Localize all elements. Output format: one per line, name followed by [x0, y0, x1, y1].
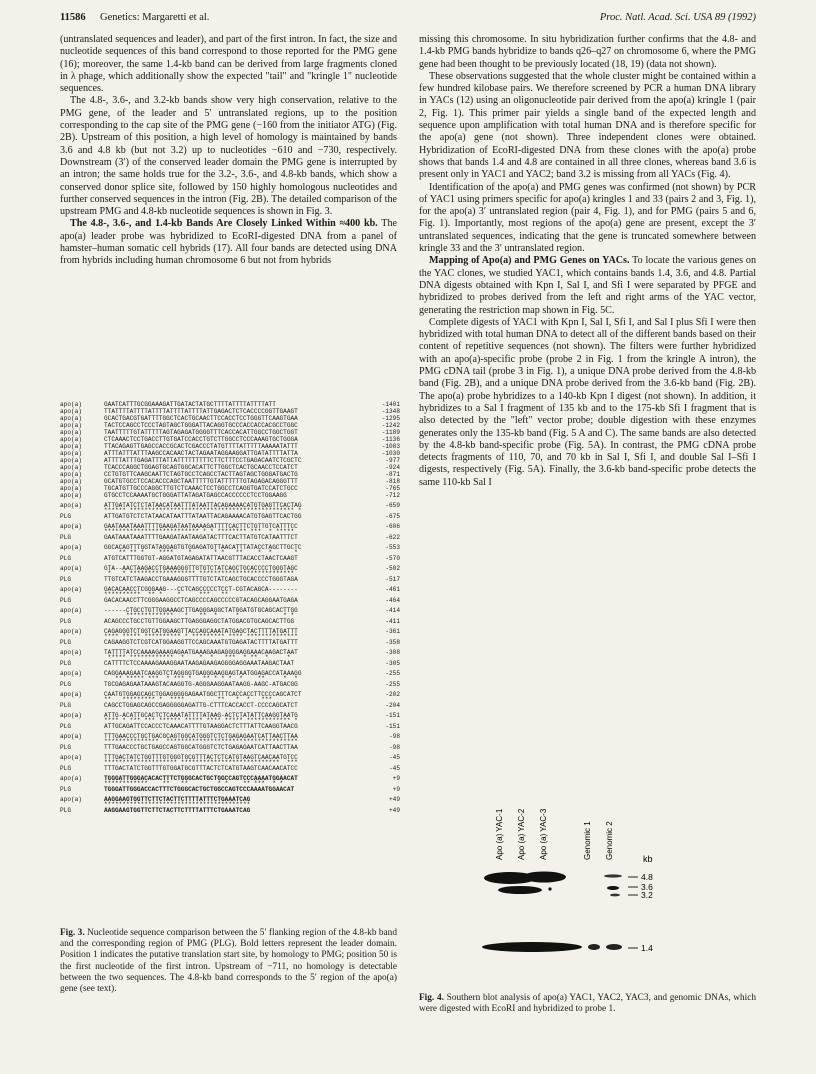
sequence-text: CAGAAGGTCTCGTCATGGAAGGTTCCAGCAAATGTGAGATACTTTTATGATTT [104, 639, 298, 646]
sequence-row [60, 443, 405, 450]
journal-citation: Proc. Natl. Acad. Sci. USA 89 (1992) [599, 12, 756, 23]
band-genomic1-1.4 [588, 944, 600, 950]
sequence-text: GAATCATTTGCGGAAAGATTGATACTATGCTTTTATTTTATTTTATT [104, 401, 276, 408]
paragraph: Identification of the apo(a) and PMG genes was confirmed (not shown) by PCR of YAC1 using primers specific for apo(a) kringles 1 and 33 (pairs 2 and 3, Fig. 1), for the apo(a) 3′ untranslated region (pair 4, Fig. 1), and for PMG (pairs 5 and 6, Fig. 1). Importantly, most regions of the apo(a) gene are present, except the 3′ untranslated sequences, indicating that the gene is truncated somewhere between kringle 33 and the 3′ untranslated region. [419, 181, 756, 255]
sequence-label: apo(a) [60, 649, 82, 656]
paragraph: missing this chromosome. In situ hybridization further confirms that the 4.8- and 1.4-kb PMG bands hybridize to bands q26–q27 on chromosome 6, where the PMG gene had been thought to be previously located (18, 19) (data not shown). [419, 34, 756, 70]
sequence-label: PLG [60, 576, 71, 583]
lane-label: Genomic 1 [583, 821, 592, 860]
sequence-text: GAATAAATAAATTTTGAAGATAATAAAAGATTTTCACTTCTGTTGTCATTTCC [104, 523, 298, 530]
position-number: -98 [389, 733, 400, 740]
sequence-text: TTTGAACCCTGCTGAGCCAGTGGCATGGGTCTCTGAGAGAATCATTAACTTAA [104, 744, 298, 751]
match-stars: ************ ** ** * * ** *** * * [104, 780, 298, 787]
sequence-row [60, 702, 405, 709]
sequence-label: apo(a) [60, 775, 82, 782]
sequence-label: PLG [60, 702, 71, 709]
sequence-label: PLG [60, 744, 71, 751]
sequence-label: apo(a) [60, 607, 82, 614]
sequence-text: ATTTATTTATTTAAGCCACAACTACTAGAATAGGAAGGATTGATATTTTATTA [104, 450, 298, 457]
position-number: -553 [385, 544, 400, 551]
position-number: -1348 [381, 408, 400, 415]
sequence-row [60, 401, 405, 408]
band-yac1-3.6 [498, 886, 542, 894]
sequence-text: TCACCCAGGCTGGAGTGCAGTGGCACATTCTTGGCTCACTGCAACCTCCATCT [104, 464, 298, 471]
section-heading: Mapping of Apo(a) and PMG Genes on YACs. [429, 255, 630, 267]
position-number: -361 [385, 628, 400, 635]
sequence-text: GACACAACCTCGGGAAG---CCTCAGCCCCCTCCT-CGTACAGCA-------- [104, 586, 298, 593]
sequence-label: apo(a) [60, 450, 82, 457]
band-genomic2-3.2 [610, 894, 620, 897]
sequence-label: apo(a) [60, 796, 82, 803]
sequence-text: ACAGCCCTGCCTGTTGGAAGCTTGAGGGAGGCTATGGACGTGCAGCACTTGG [104, 618, 295, 625]
sequence-text: CAGGAAAGAATCAAGGTCTAGGGGTGAGGGAAGGAGTAATGGAGACCATAAAGG [104, 670, 302, 677]
position-number: +49 [389, 807, 400, 814]
position-number: -461 [385, 586, 400, 593]
sequence-label: apo(a) [60, 401, 82, 408]
position-number: +9 [392, 775, 400, 782]
match-stars: ** ********* * **** ** * * *** [104, 696, 302, 703]
sequence-text: ATTG-ACATTGCACTCTCAAATATTTTATAAG-ACTCTATATTCAAGGTAATG [104, 712, 298, 719]
position-number: -1401 [381, 401, 400, 408]
position-number: -308 [385, 649, 400, 656]
sequence-label: apo(a) [60, 492, 82, 499]
sequence-text: TGGGATTGGGACACACTTTCTGGGCACTGCTGGCCAGTCCCAAAATGGAACAT [104, 775, 298, 782]
position-number: -712 [385, 492, 400, 499]
band-yac2-3.6 [548, 887, 551, 890]
position-number: +49 [389, 796, 400, 803]
sequence-text: CAATGTGGAGCAGCTGGAGGGGGAGAATGGCTTTCACCACCTTCCCCAGCATCT [104, 691, 302, 698]
sequence-label: apo(a) [60, 712, 82, 719]
paragraph: The 4.8-, 3.6-, and 3.2-kb bands show very high conservation, relative to the PMG gene, of the leader and 5′ untranslated regions, up to the position corresponding to the cap site of the PMG gene (−160 from the initiator ATG) (Fig. 2B). Upstream of this position, a high level of homology is maintained by bands 3.6 and 4.8 kb (but not 3.2) up to nucleotides −610 and −730, respectively. Downstream (3′) of the conserved leader domain the PMG gene is interrupted by an intron; the same holds true for the 3.2-, 3.6-, and 4.8-kb bands, which show a conserved donor splice site, followed by 150 highly homologous nucleotides and further conserved sequences in the intron (Fig. 2B). The detailed comparison of the upstream PMG and 4.8-kb nucleotide sequences is shown in Fig. 3. [60, 95, 397, 218]
position-number: -151 [385, 712, 400, 719]
sequence-row [60, 555, 405, 562]
match-stars: **************************************** [104, 801, 251, 808]
band-yac2-4.8 [522, 872, 566, 883]
match-stars: *************** ************************************ [104, 738, 298, 745]
position-number: -606 [385, 523, 400, 530]
sequence-row [60, 422, 405, 429]
band-genomic2-4.8 [604, 874, 622, 877]
sequence-label: PLG [60, 681, 71, 688]
match-stars: ********** ** * * *** ** [104, 591, 298, 598]
paragraph: (untranslated sequences and leader), and part of the first intron. In fact, the size and nucleotide sequences of this band correspond to those reported for the PMG gene (16); moreover, the same 1.4-kb band can be derived from large fragments cloned in λ phage, which additionally show the expected "tail" and "kringle 1" nucleotide sequences. [60, 34, 397, 95]
lane-label: Apo (a) YAC-1 [495, 808, 504, 860]
sequence-text: TGGGATTGGGACCACTTTCTGGGCACTGCTGGCCAGTCCCAAAATGGAACAT [104, 786, 295, 793]
sequence-row [60, 534, 405, 541]
section-heading: The 4.8-, 3.6-, and 1.4-kb Bands Are Closely Linked Within ≈400 kb. [70, 218, 378, 230]
position-number: -411 [385, 618, 400, 625]
right-column [419, 34, 756, 489]
sequence-text: AAGGAAGTGGTTCTTCTACTTCTTTTATTTCTGAAATCAG [104, 796, 251, 803]
sequence-row [60, 723, 405, 730]
caption-label: Fig. 4. [419, 993, 444, 1003]
sequence-text: TTATTTTATTTTATTTTATTTTATTTTATTGAGACTCTCACCCCGGTTGAAGT [104, 408, 298, 415]
sequence-label: PLG [60, 555, 71, 562]
match-stars: ******************** *************************** *** [104, 759, 298, 766]
sequence-label: PLG [60, 618, 71, 625]
position-number: -871 [385, 471, 400, 478]
sequence-label: apo(a) [60, 628, 82, 635]
kb-unit-label: kb [643, 854, 653, 864]
sequence-text: GAATAAATAAATTTTGAAGATAATAAGATACTTTCACTTATGTCATAATTTCT [104, 534, 298, 541]
sequence-label: PLG [60, 723, 71, 730]
sequence-text: TTTGACTATCTGGTTTGTGGATGCGTTTACTCTCATGTAAGTCAACAACATCC [104, 765, 298, 772]
sequence-row [60, 408, 405, 415]
sequence-row [60, 457, 405, 464]
sequence-text: GTA--AACTAAGACCTGAAAGGGTTGTGTCTATCAGCTGCACCCCTGGGTAGC [104, 565, 298, 572]
sequence-label: PLG [60, 660, 71, 667]
sequence-text: ------CTGCCTGTTGGAAAGCTTGAGGGAGGCTATGGATGTGCAGCACTTGG [104, 607, 298, 614]
sequence-label: apo(a) [60, 565, 82, 572]
marker-label: 4.8 [641, 872, 653, 882]
sequence-label: apo(a) [60, 457, 82, 464]
sequence-label: PLG [60, 807, 71, 814]
position-number: -358 [385, 639, 400, 646]
sequence-label: apo(a) [60, 443, 82, 450]
position-number: -1189 [381, 429, 400, 436]
position-number: -1295 [381, 415, 400, 422]
paragraph-text: To locate the various genes on the YAC clones, we studied YAC1, which contains bands 1.4, 3.6, and 4.8. Partial DNA digests obtained with Kpn I, Sal I, and Sfi I were separated by PFGE and hybridized to probes derived from the left and right arms of the YAC vector, generating the restriction map shown in Fig. 5C. [419, 255, 756, 316]
position-number: -202 [385, 691, 400, 698]
sequence-label: apo(a) [60, 733, 82, 740]
sequence-text: GGCACAGTTTGGTATAGGAGTGTGGAGATGTTAACATTTATACCTAGCTTGCTC [104, 544, 302, 551]
sequence-label: apo(a) [60, 478, 82, 485]
marker-label: 3.6 [641, 882, 653, 892]
sequence-text: ATTGCAGATTCCACCCTCAAACATTTTGTAAGGACTCTTTATTCAAGGTAACG [104, 723, 298, 730]
match-stars: ************* * ** * * * * [104, 612, 298, 619]
paragraph: These observations suggested that the whole cluster might be contained within a few hundred kilobase pairs. We therefore screened by PCR a human DNA library in YACs (12) using an oligonucleotide pair derived from the apo(a) kringle 1 (pair 2, Fig. 1). This primer pair yields a single band of the expected length and sequence upon amplification with total human DNA and is therefore specific for the apo(a) gene (not shown). Three independent clones were obtained. Hybridization of EcoRI-digested DNA from these clones with the apo(a) probe shows that bands 1.4 and 4.8 are contained in all three clones, whereas band 3.6 is present only in YAC1 and YAC2; band 3.2 is missing from all YACs (Fig. 4). [419, 70, 756, 181]
position-number: -151 [385, 723, 400, 730]
sequence-label: apo(a) [60, 408, 82, 415]
sequence-row [60, 429, 405, 436]
sequence-text: TGCGAGAGAATAAAGTACAAGGTG-AGGGAAGGAATAAGG-AAGC-ATGACGG [104, 681, 298, 688]
sequence-label: apo(a) [60, 464, 82, 471]
sequence-label: apo(a) [60, 436, 82, 443]
page-header [60, 12, 756, 26]
sequence-row [60, 639, 405, 646]
sequence-text: ATTGATGTCTCTATAACATAATTTATAATTACAGAAAACATGTGAGTTCACTGG [104, 513, 302, 520]
position-number: -502 [385, 565, 400, 572]
sequence-row [60, 464, 405, 471]
sequence-text: TTTGAACCCTGCTGACGCAGTGGCATGGGTCTCTGAGAGAATCATTAACTTAA [104, 733, 298, 740]
position-number: -255 [385, 681, 400, 688]
sequence-row [60, 415, 405, 422]
position-number: -517 [385, 576, 400, 583]
caption-text: Southern blot analysis of apo(a) YAC1, YAC2, YAC3, and genomic DNAs, which were digested with EcoRI and hybridized to probe 1. [419, 993, 756, 1015]
position-number: -1136 [381, 436, 400, 443]
sequence-label: PLG [60, 765, 71, 772]
sequence-row [60, 744, 405, 751]
position-number: -570 [385, 555, 400, 562]
marker-label: 3.2 [641, 890, 653, 900]
sequence-label: PLG [60, 786, 71, 793]
sequence-text: TTTGACTATCTGGTTTGTGGGTGCGTTTACTCTCATGTAAGTCAACAATGTCC [104, 754, 298, 761]
sequence-row [60, 681, 405, 688]
position-number: -45 [389, 765, 400, 772]
sequence-label: apo(a) [60, 691, 82, 698]
position-number: -675 [385, 513, 400, 520]
sequence-label: apo(a) [60, 429, 82, 436]
band-yacs-1.4 [482, 942, 582, 952]
match-stars: * * ****************** ************************** [104, 570, 298, 577]
sequence-label: PLG [60, 597, 71, 604]
position-number: -977 [385, 457, 400, 464]
sequence-text: ATTGATATCTCTATAACATAATTTATAATTACAGAAAACATGTGAGTTCACTAG [104, 502, 302, 509]
sequence-row [60, 618, 405, 625]
sequence-label: apo(a) [60, 422, 82, 429]
sequence-label: apo(a) [60, 754, 82, 761]
sequence-text: GCACTGACGTGATTTTGGCTCACTGCAACTTCCACCTCCTGGGTTCAAGTGAA [104, 415, 298, 422]
figure-3-caption [60, 928, 397, 995]
position-number: -1083 [381, 443, 400, 450]
sequence-text: CCTGTGTTCAAGCAATTCTAGTGCCTCAGCCTACTTAGTAGCTGGGATGACTG [104, 471, 298, 478]
sequence-alignment [60, 401, 405, 814]
match-stars: **** * *** *** ****** ***** **** ***** ************ * [104, 717, 298, 724]
sequence-label: PLG [60, 534, 71, 541]
section-paragraph [419, 255, 756, 316]
sequence-row [60, 485, 405, 492]
sequence-text: GTGCCTCCAAAATGCTGGGATTATAGATGAGCCACCCCCCTCCTGGAAGG [104, 492, 287, 499]
position-number: -98 [389, 744, 400, 751]
running-title: Genetics: Margaretti et al. [100, 12, 210, 23]
position-number: -765 [385, 485, 400, 492]
position-number: -622 [385, 534, 400, 541]
sequence-row [60, 807, 405, 814]
sequence-label: PLG [60, 513, 71, 520]
position-number: -45 [389, 754, 400, 761]
sequence-text: CATTTTCTCCAAAAGAAAGGAATAAGAGAAGAGGGGAGGAAATAAGACTAAT [104, 660, 295, 667]
position-number: -924 [385, 464, 400, 471]
sequence-text: CAGAGGGTCTGGTCATGGAAGTTACCAGCAAATATGAGCTACTTTTATGATTT [104, 628, 298, 635]
sequence-text: TAATTTTTGTATTTTTAGTAGAGATGGGGTTTCACCACATTGGCCTGGCTGGT [104, 429, 298, 436]
sequence-row [60, 492, 405, 499]
sequence-text: GACACAACCTTCGGGAAGGCCTCAGCCCCAGCCCCCGTACAGCAGGAATGAGA [104, 597, 298, 604]
sequence-row [60, 513, 405, 520]
match-stars: ** ** * **** * * * ** * * * [104, 549, 302, 556]
sequence-text: CTCAAACTCCTGACCTTGTGATCCACCTGTCTTGGCCTCCCAAAGTGCTGGGA [104, 436, 298, 443]
sequence-label: apo(a) [60, 670, 82, 677]
sequence-row [60, 471, 405, 478]
match-stars: ************************** * * ******** *** * ***** [104, 528, 298, 535]
match-stars: **** ***** ********** * ********* **** ************** [104, 633, 298, 640]
band-genomic2-3.6 [607, 886, 619, 890]
sequence-text: TTGTCATCTAAGACCTGAAAGGGTTTTGTCTATCAGCTGCACCCCTGGGTAGA [104, 576, 298, 583]
band-genomic2-1.4 [606, 944, 622, 950]
southern-blot [480, 780, 680, 970]
position-number: -1030 [381, 450, 400, 457]
sequence-row [60, 450, 405, 457]
sequence-text: TACTCCAGCCTCCCTAGTAGCTGGGATTACAGGTGCCCACCACCACGCCTGGC [104, 422, 298, 429]
position-number: -305 [385, 660, 400, 667]
paragraph-text: The apo(a) leader probe was hybridized to EcoRI-digested DNA from a panel of hamster–human somatic cell hybrids (17). All four bands are detected using DNA from hybrids including human chromosome 6 but not from hybrids [60, 218, 397, 267]
sequence-row [60, 660, 405, 667]
match-stars: ***** ************ * * * *** * ** * * [104, 654, 298, 661]
sequence-label: apo(a) [60, 485, 82, 492]
sequence-text: ATGTCATTTGGTGT-AGGATGTAGAGATATTAACGTTTACACCTAACTCAAGT [104, 555, 298, 562]
sequence-text: AAGGAAGTGGTTCTTCTACTTCTTTTATTTCTGAAATCAG [104, 807, 251, 814]
caption-label: Fig. 3. [60, 928, 85, 938]
sequence-row [60, 786, 405, 793]
sequence-label: apo(a) [60, 415, 82, 422]
figure-4-caption [419, 993, 756, 1015]
lane-label: Apo (a) YAC-3 [539, 808, 548, 860]
left-column [60, 34, 397, 268]
sequence-label: apo(a) [60, 471, 82, 478]
page-number: 11586 [60, 12, 86, 23]
lane-label: Genomic 2 [605, 821, 614, 860]
sequence-text: TTACAGAGTTGAGCCACCGCACTCGACCCTATGTTTTATTTTTAAAAATATTT [104, 443, 298, 450]
marker-label: 1.4 [641, 943, 653, 953]
position-number: -1242 [381, 422, 400, 429]
sequence-row [60, 478, 405, 485]
position-number: -204 [385, 702, 400, 709]
sequence-label: apo(a) [60, 586, 82, 593]
match-stars: ** ***** *** * *** * ** * * * * ** * * [104, 675, 302, 682]
sequence-row [60, 576, 405, 583]
sequence-text: TATTTTATCCAAAAGAAAGAGAATGAAAGAAGAGGGGAGGAAACAAGACTAAT [104, 649, 298, 656]
sequence-text: TGCATGTTGCCCAGGCTTGTCTCAAACTCCTGGCCTCAGGTGATCCATCTGCC [104, 485, 298, 492]
sequence-label: PLG [60, 639, 71, 646]
position-number: -818 [385, 478, 400, 485]
position-number: +9 [392, 786, 400, 793]
position-number: -659 [385, 502, 400, 509]
sequence-label: apo(a) [60, 502, 82, 509]
sequence-row [60, 436, 405, 443]
sequence-text: CAGCCTGGAGCAGCCGAGGGGGAGATTG-CTTTCACCACCT-CCCCAGCATCT [104, 702, 298, 709]
sequence-text: ATTTTATTTGAGATTTATTATTTTTTTTTCTTCTTTCCTGAGACAATCTCGCTC [104, 457, 302, 464]
match-stars: ****** ********************************************* * [104, 507, 302, 514]
caption-text: Nucleotide sequence comparison between the 5′ flanking region of the 4.8-kb band and the corresponding region of PMG (PLG). Bold letters represent the leader domain. Position 1 indicates the putative translation start site, by homology to PMG; position 50 is the first nucleotide of the first intron. Upstream of −711, no homology is detectable between the two sequences. The 4.8-kb band corresponds to the 5′ region of the apo(a) gene (see text). [60, 928, 397, 995]
paragraph: Complete digests of YAC1 with Kpn I, Sal I, Sfi I, and Sal I plus Sfi I were then hybridized with total human DNA to detect all of the different bands based on their content of repetitive sequences (not shown). The filters were further hybridized with an apo(a)-specific probe (probe 2 in Fig. 1 from the kringle A intron), the PMG cDNA tail (probe 3 in Fig. 1), a unique DNA probe derived from the 4.8-kb band (Fig. 2B), and a unique DNA probe derived from the 3.6-kb band (Fig. 2B). The apo(a) probe hybridizes to a 140-kb Kpn I digest (not shown). In addition, it hybridizes to a Sal I fragment of 135 kb and to the 175-kb Sfi I fragment that is also detected by the "left" vector probe; double digestion with these enzymes generates only the 135-kb band (Fig. 5 A and C). The same bands are also detected by the 4.8-kb band-specific probe (Fig. 5A). In contrast, the PMG cDNA probe detects fragments of 110, 70, and 70 kb in Sal I, Sfi I, and double Sal I–Sfi I digests, respectively (Fig. 5A). Finally, the 3.6-kb band-specific probe detects the same 110-kb Sal I [419, 316, 756, 488]
section-paragraph [60, 218, 397, 267]
lane-label: Apo (a) YAC-2 [517, 808, 526, 860]
position-number: -255 [385, 670, 400, 677]
position-number: -414 [385, 607, 400, 614]
sequence-label: apo(a) [60, 523, 82, 530]
sequence-text: GCATGTGCCTCCACACCCAGCTAATTTTTGTATTTTTTGTAGAGACAGGGTTT [104, 478, 298, 485]
sequence-row [60, 765, 405, 772]
sequence-label: apo(a) [60, 544, 82, 551]
position-number: -464 [385, 597, 400, 604]
sequence-row [60, 597, 405, 604]
